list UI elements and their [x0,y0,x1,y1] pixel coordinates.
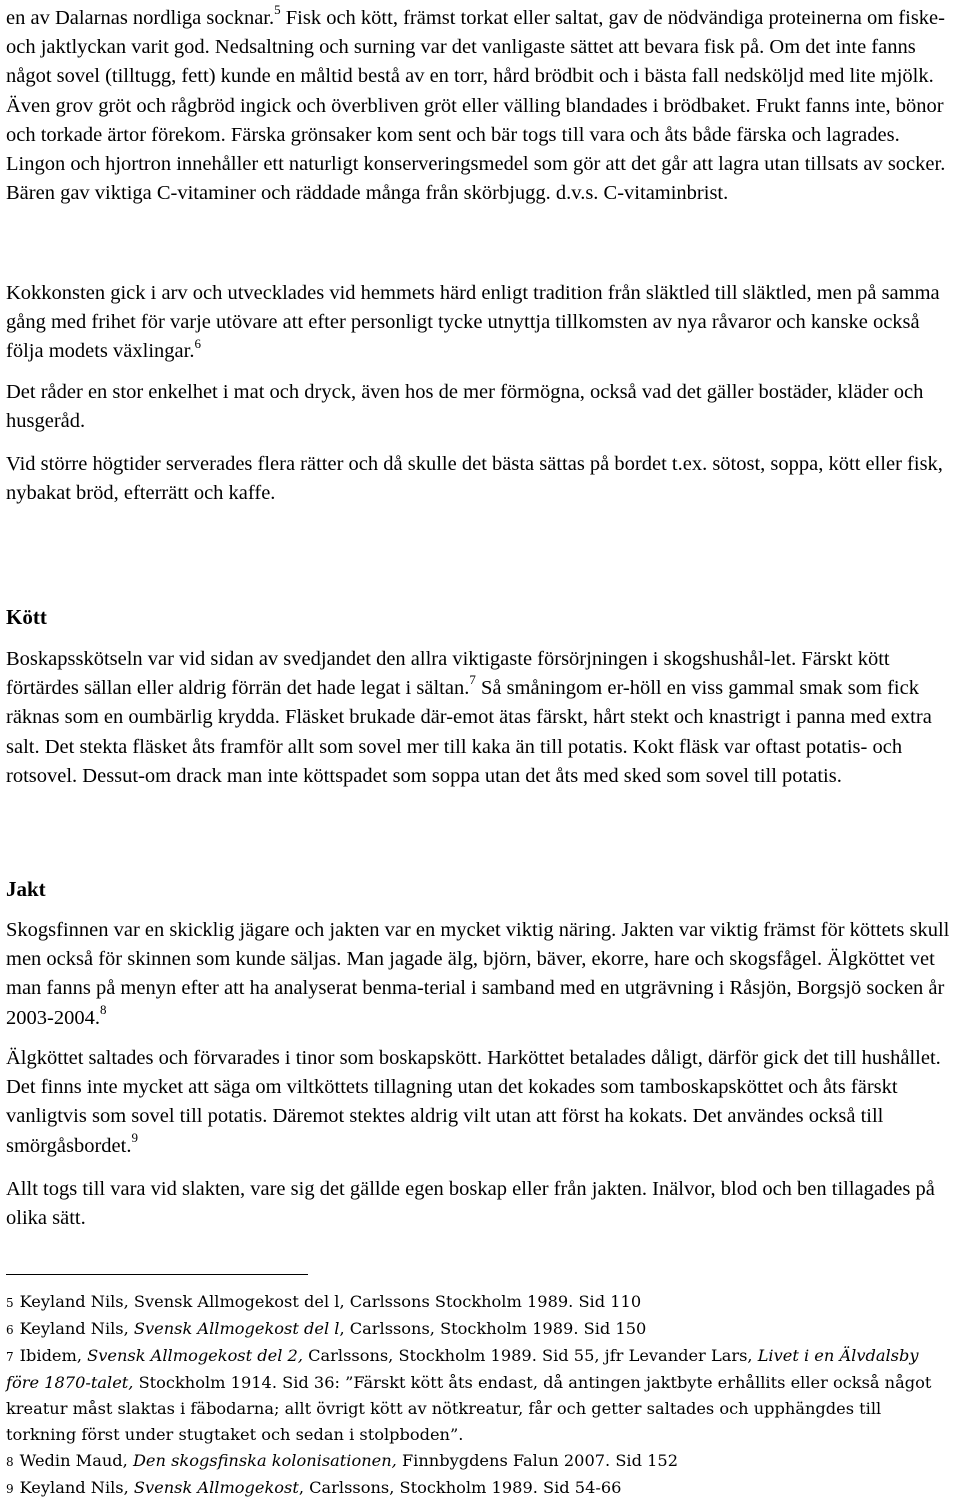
paragraph-food-preservation [6,4,956,208]
footnote-text: Svensk Allmogekost del 2, [87,1346,303,1365]
footnote-text: Svensk Allmogekost del l [133,1319,340,1338]
footnote-6 [6,1316,956,1343]
footnote-number: 7 [6,1350,14,1364]
paragraph-kott [6,645,956,791]
footnote-text: Wedin Maud, [19,1451,133,1470]
section-heading-kott: Kött [6,605,47,629]
footnote-text: Ibidem, [19,1346,88,1365]
footnote-7 [6,1343,956,1448]
footnote-number: 9 [6,1482,14,1496]
footnote-number: 5 [6,1296,14,1310]
paragraph-text: Så småningom er-höll en viss gammal smak som fick räknas som en oumbärlig krydda. Fläsket brukade där-emot ätas färskt, hårt stekt och knastrigt i panna med extra salt. Det stekta fläsket åts framför allt som sovel mer till kaka än till potatis. Kokt fläsk var oftast potatis- och rotsovel. Dessut-om drack man inte köttspadet som soppa utan det åts med sked som sovel till potatis. [6,677,932,787]
footnote-number: 6 [6,1323,14,1337]
footnote-text: Keyland Nils, Svensk Allmogekost del l, Carlssons Stockholm 1989. Sid 110 [19,1292,642,1311]
footnote-text: Carlssons, Stockholm 1989. Sid 55, jfr Levander Lars, [302,1346,758,1365]
footnote-number: 8 [6,1455,14,1469]
paragraph-simplicity: Det råder en stor enkelhet i mat och dryck, även hos de mer förmögna, också vad det gäller bostäder, kläder och husgeråd. [6,381,924,433]
footnote-text: Den skogsfinska kolonisationen, [132,1451,397,1470]
footnote-ref-8[interactable]: 8 [99,1001,107,1017]
paragraph-jakt-1 [6,916,956,1033]
footnote-9 [6,1475,956,1502]
footnote-5 [6,1289,956,1316]
paragraph-text: Skogsfinnen var en skicklig jägare och jakten var en mycket viktig näring. Jakten var viktig främst för köttets skull men också för skinnen som kunde säljas. Man jagade älg, björn, bäver, ekorre, hare och skogsfågel. Älgköttet vet man fanns på menyn efter att ha analyserat benma-terial i samband med en utgrävning i Råsjön, Borgsjö socken år 2003-2004. [6,919,950,1029]
footnote-text: Livet i en Älvdalsby före 1870-talet, [6,1346,919,1392]
paragraph-jakt-2 [6,1044,956,1161]
paragraph-text: Fisk och kött, främst torkat eller saltat, gav de nödvändiga proteinerna om fiske- och jaktlyckan varit god. Nedsaltning och surning var det vanligaste sättet att bevara fisk på. Om det inte fanns något sovel (tilltugg, fett) kunde en måltid bestå av en torr, hård brödbit och i bästa fall nedsköljd med lite mjölk. Även grov gröt och rågbröd ingick och överbliven gröt eller välling blandades i brödbaket. Frukt fanns inte, bönor och torkade ärtor förekom. Färska grönsaker kom sent och bär togs till vara och åts både färska och lagrades. Lingon och hjortron innehåller ett naturligt konserveringsmedel som gör att det går att lagra utan tillsats av socker. Bären gav viktiga C-vitaminer och räddade många från skörbjugg. d.v.s. C-vitaminbrist. [6,7,946,205]
footnote-ref-5[interactable]: 5 [274,2,281,18]
footnote-text: Keyland Nils, [19,1319,134,1338]
paragraph-festivities: Vid större högtider serverades flera rätter och då skulle det bästa sättas på bordet t.ex. sötost, soppa, kött eller fisk, nybakat bröd, efterrätt och kaffe. [6,453,943,505]
footnote-ref-7[interactable]: 7 [469,672,476,688]
paragraph-text: Älgköttet saltades och förvarades i tinor som boskapskött. Harköttet betalades dåligt, därför gick det till hushållet. Det finns inte mycket att säga om viltköttets tillagning utan det kokades som tamboskapsköttet och åts färskt vanligtvis som sovel till potatis. Däremot stektes aldrig vilt utan att först ha kokats. Det användes också till smörgåsbordet. [6,1047,941,1157]
footnote-text: Keyland Nils, [19,1478,134,1497]
footnote-text: Svensk Allmogekost [133,1478,299,1497]
paragraph-text: Kokkonsten gick i arv och utvecklades vid hemmets härd enligt tradition från släktled till släktled, men på samma gång med frihet för varje utövare att efter personligt tycke utnyttja tillkomsten av nya råvaror och kanske också följa modets växlingar. [6,282,940,363]
footnote-ref-6[interactable]: 6 [194,335,201,351]
paragraph-text: Boskapsskötseln var vid sidan av svedjandet den allra viktigaste försörjningen i skogshushål-let. Färskt kött förtärdes sällan eller aldrig förrän det hade legat i sältan. [6,648,890,700]
paragraph-text: en av Dalarnas nordliga socknar. [6,7,275,29]
footnote-text: Finnbygdens Falun 2007. Sid 152 [396,1451,679,1470]
paragraph-jakt-3: Allt togs till vara vid slakten, vare sig det gällde egen boskap eller från jakten. Inälvor, blod och ben tillagades på olika sätt. [6,1178,935,1230]
footnotes-list [6,1289,956,1502]
paragraph-cooking-tradition [6,279,956,367]
footnote-text: , Carlssons, Stockholm 1989. Sid 54-66 [298,1478,622,1497]
section-heading-jakt: Jakt [6,877,46,901]
footnote-text: Stockholm 1914. Sid 36: ”Färskt kött åts endast, då antingen jaktbyte erhållits eller också något kreatur måst slaktas i fäbodarna; allt övrigt kött av nötkreatur, får och getter saltades och upphängdes till torkning först under stugtaket och sedan i stolpboden”. [6,1373,932,1444]
footnote-8 [6,1448,956,1475]
footnote-separator [6,1274,308,1275]
footnote-text: , Carlssons, Stockholm 1989. Sid 150 [339,1319,647,1338]
footnote-ref-9[interactable]: 9 [131,1129,138,1145]
